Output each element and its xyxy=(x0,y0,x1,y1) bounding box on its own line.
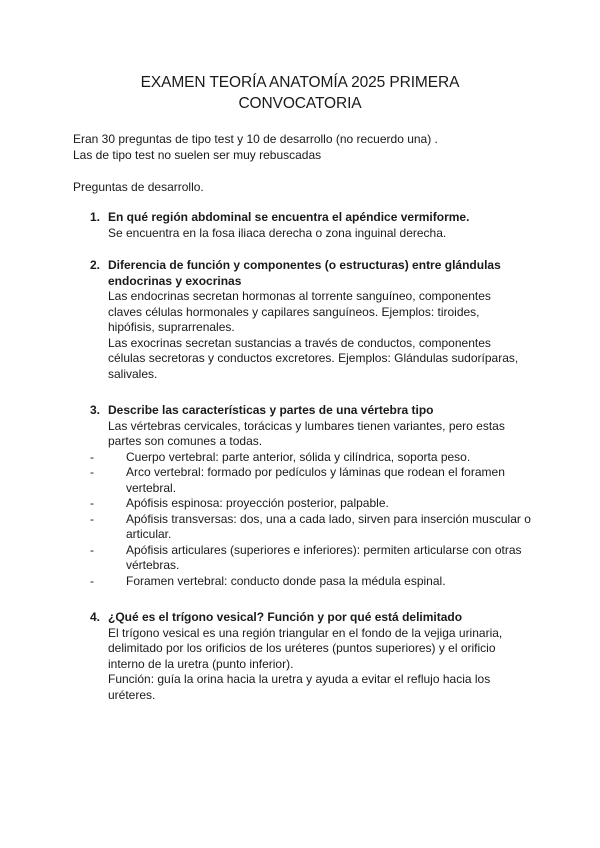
intro-paragraph xyxy=(73,131,438,163)
answer-line: Se encuentra en la fosa iliaca derecha o zona inguinal derecha. xyxy=(108,225,447,240)
question-number: 3. xyxy=(90,403,101,417)
bullet-line: Apófisis espinosa: proyección posterior, palpable. xyxy=(126,496,389,510)
bullet-line: articular. xyxy=(126,527,172,541)
bullet-item xyxy=(90,496,531,512)
question-3 xyxy=(90,403,531,589)
bullet-line: vértebras. xyxy=(126,558,180,572)
title-line: CONVOCATORIA xyxy=(238,95,362,112)
bullet-line: Arco vertebral: formado por pedículos y láminas que rodean el foramen xyxy=(126,465,505,479)
bullet-item xyxy=(90,450,531,466)
bullet-item xyxy=(90,512,531,543)
answer xyxy=(90,226,469,242)
bullet-line: Cuerpo vertebral: parte anterior, sólida y cilíndrica, soporta peso. xyxy=(126,449,471,464)
question-title-line: endocrinas y exocrinas xyxy=(108,273,242,288)
answer-line: Función: guía la orina hacia la uretra y ayuda a evitar el reflujo hacia los xyxy=(108,672,491,686)
answer xyxy=(90,419,531,590)
answer-line: hipófisis, suprarrenales. xyxy=(108,320,235,334)
intro-line: Las de tipo test no suelen ser muy rebuscadas xyxy=(73,148,322,162)
bullet-dash: - xyxy=(90,542,94,557)
question-number: 2. xyxy=(90,258,101,272)
question-1 xyxy=(90,210,469,241)
bullet-item xyxy=(90,574,531,590)
question-title-line: Diferencia de función y componentes (o estructuras) entre glándulas xyxy=(108,258,501,272)
question-number: 4. xyxy=(90,610,101,624)
question-2 xyxy=(90,258,518,382)
bullet-line: Apófisis articulares (superiores e inferiores): permiten articularse con otras xyxy=(126,542,522,557)
bullet-dash: - xyxy=(90,496,94,510)
question-title: En qué región abdominal se encuentra el apéndice vermiforme. xyxy=(108,210,470,224)
question-heading xyxy=(90,210,469,226)
title-line: EXAMEN TEORÍA ANATOMÍA 2025 PRIMERA xyxy=(140,74,460,91)
answer-line: partes son comunes a todas. xyxy=(108,434,263,448)
question-heading xyxy=(90,403,531,419)
answer-line: Las endocrinas secretan hormonas al torrente sanguíneo, componentes xyxy=(108,289,491,303)
answer-line: Las vértebras cervicales, torácicas y lumbares tienen variantes, pero estas xyxy=(108,418,505,433)
bullet-item xyxy=(90,543,531,574)
answer-line: interno de la uretra (punto inferior). xyxy=(108,656,294,671)
question-4 xyxy=(90,610,502,703)
bullet-line: vertebral. xyxy=(126,480,177,495)
bullet-dash: - xyxy=(90,573,94,588)
bullet-dash: - xyxy=(90,449,94,464)
answer-line: salivales. xyxy=(108,366,158,381)
bullet-dash: - xyxy=(90,465,94,479)
question-heading xyxy=(90,258,518,289)
bullet-line: Apófisis transversas: dos, una a cada lado, sirven para inserción muscular o xyxy=(126,511,531,526)
answer-line: uréteres. xyxy=(108,687,156,702)
bullet-dash: - xyxy=(90,511,94,526)
page-title xyxy=(0,72,600,114)
question-heading xyxy=(90,610,502,626)
question-number: 1. xyxy=(90,210,101,224)
question-title: ¿Qué es el trígono vesical? Función y por qué está delimitado xyxy=(108,610,463,624)
answer-line: Las exocrinas secretan sustancias a través de conductos, componentes xyxy=(108,335,491,350)
answer-line: claves células hormonales y capilares sanguíneos. Ejemplos: tiroides, xyxy=(108,304,480,319)
answer-line: El trígono vesical es una región triangular en el fondo de la vejiga urinaria, xyxy=(108,625,503,640)
bullet-item xyxy=(90,465,531,496)
section-label: Preguntas de desarrollo. xyxy=(73,180,204,194)
question-title xyxy=(108,258,501,289)
answer-line: células secretoras y conductos excretores. Ejemplos: Glándulas sudoríparas, xyxy=(108,351,519,365)
answer xyxy=(90,626,502,704)
answer-line: delimitado por los orificios de los uréteres (puntos superiores) y el orificio xyxy=(108,641,496,655)
bullet-line: Foramen vertebral: conducto donde pasa la médula espinal. xyxy=(126,573,446,588)
intro-line: Eran 30 preguntas de tipo test y 10 de desarrollo (no recuerdo una) . xyxy=(73,132,438,146)
question-title: Describe las características y partes de una vértebra tipo xyxy=(108,403,434,417)
answer xyxy=(90,289,518,382)
